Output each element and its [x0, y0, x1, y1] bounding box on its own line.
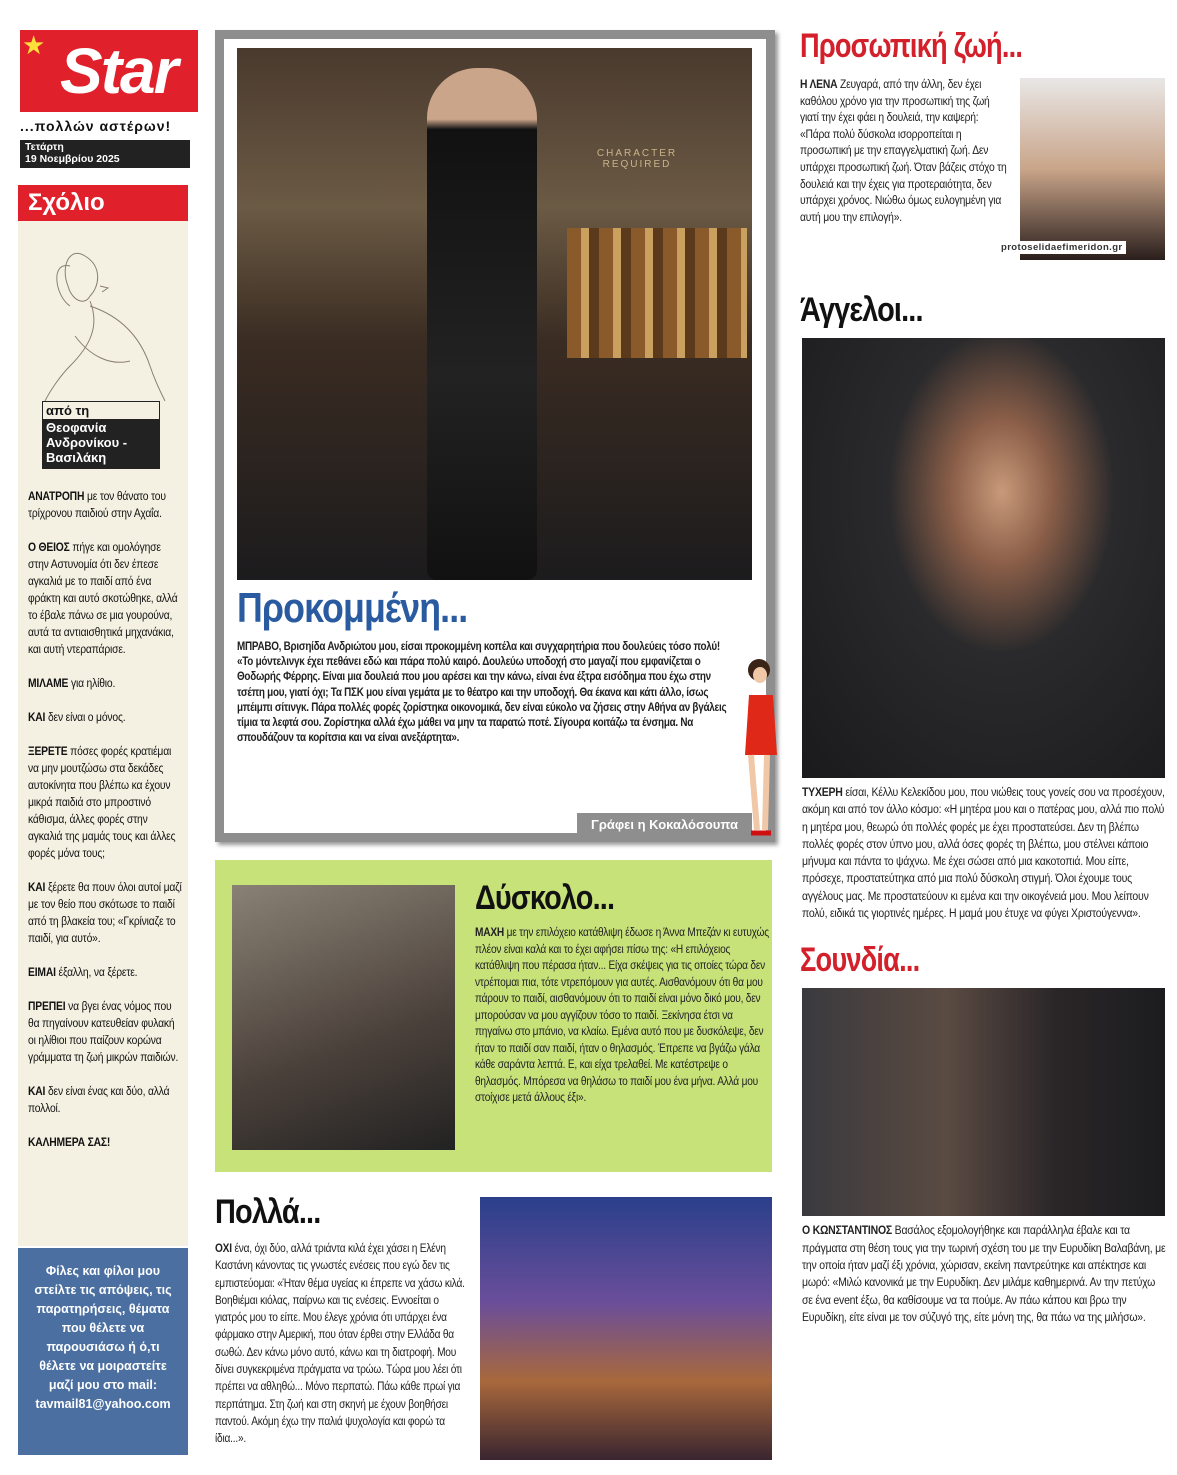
column-paragraph	[28, 998, 184, 1066]
lead: ΚΑΛΗΜΕΡΑ ΣΑΣ!	[28, 1135, 111, 1149]
aggeloi-section	[800, 290, 1167, 922]
text: να βγει ένας νόμος που θα πηγαίνουν κατευθείαν φυλακή οι ηλίθιοι που παίζουν κορώνα γράμματα τη ζωή μικρών παιδιών.	[28, 999, 179, 1064]
tagline: ...πολλών αστέρων!	[20, 118, 172, 134]
date: 19 Νοεμβρίου 2025	[25, 153, 120, 165]
lead: ΕΙΜΑΙ	[28, 965, 56, 979]
date-bar	[20, 140, 190, 168]
polla-title: Πολλά...	[215, 1193, 321, 1231]
lead: Ο ΚΩΝΣΤΑΝΤΙΝΟΣ	[802, 1223, 892, 1238]
lead: ΞΕΡΕΤΕ	[28, 744, 68, 758]
lead: ΤΥΧΕΡΗ	[802, 785, 843, 799]
lead: Ο ΘΕΙΟΣ	[28, 540, 70, 554]
right-column	[800, 26, 1167, 1326]
columnist-credit: Γράφει η Κοκαλόσουπα	[577, 813, 752, 836]
column-paragraph	[28, 709, 184, 726]
contact-box	[18, 1248, 188, 1455]
text: πήγε και ομολόγησε στην Αστυνομία ότι δεν έπεσε αγκαλιά με το παιδί από ένα φράκτη και αυτό σκοτώθηκε, αλλά το έβαλε πάνω σε μια γουρούνα, αυτά τα αντιαισθητικά μηχανάκια, και αυτή ντεραπάρισε.	[28, 540, 178, 656]
lead: ΚΑΙ	[28, 880, 46, 894]
day: Τετάρτη	[25, 141, 64, 153]
text: με την επιλόχειο κατάθλιψη έδωσε η Άννα Μπεζάν κι ευτυχώς πλέον είναι καλά και το έχει αφήσει πίσω της: «Η επιλόχειος κατάθλιψη που πέρασα ήταν... Είχα σκέψεις για τις οποίες τώρα δεν ντρέπομαι πια, τότε ντρεπόμουν για αυτές. Αισθανόμουν ότι θα μου πάρουν το παιδί, αισθανόμουν ότι το παιδί είναι μόνο δικό μου, δεν μπορούσαν να μου αγγίζουν τόσο το παιδί. Ξεκίνησα έτσι να πηγαίνω στο μπάνιο, να κλαίω. Εμένα αυτό που με δυσκόλεψε, δεν ήταν το παιδί σαν παιδί, ήταν ο θηλασμός. Έπρεπε να βγάζω γάλα κάθε σαράντα λεπτά. Ε, και είχα τρελαθεί. Με κατέστρεψε ο θηλασμός. Μπόρεσα να θηλάσω το παιδί μου ένα μήνα. Αλλά μου στοίχισε μετά άλλους έξι».	[475, 925, 769, 1104]
column-paragraph	[28, 1083, 184, 1117]
dyskolo-body	[475, 924, 770, 1106]
column-text	[28, 488, 184, 1168]
lead: ΜΙΛΑΜΕ	[28, 676, 69, 690]
column-paragraph	[28, 743, 184, 862]
text: Ζευγαρά, από την άλλη, δεν έχει καθόλου χρόνο για την προσωπική της ζωή γιατί την έχει φάει η δουλειά, την καψερή: «Πάρα πολύ δύσκολα ισορροπείται η προσωπική με την επαγγελματική ζωή. Δεν υπάρχει προσωπική ζωή. Όταν βάζεις στόχο τη δουλειά και την έχεις για προτεραιότητα, δεν υπάρχει χρόνος. Νιώθω όμως ευλογημένη για αυτή μου την επιλογή».	[800, 77, 1007, 224]
column-paragraph	[28, 539, 184, 658]
polla-photo	[480, 1197, 772, 1460]
star-logo: Star	[20, 30, 198, 112]
column-paragraph	[28, 1134, 184, 1151]
text: για ηλίθιο.	[68, 676, 116, 690]
photo-sign: CHARACTER REQUIRED	[596, 148, 678, 170]
lead: ΜΑΧΗ	[475, 925, 505, 939]
aggeloi-photo	[802, 338, 1165, 778]
lead: ΚΑΙ	[28, 1084, 46, 1098]
author-box	[42, 401, 160, 469]
text: με τον θάνατο του τρίχρονου παιδιού στην Αχαΐα.	[28, 489, 166, 520]
contact-email[interactable]: tavmail81@yahoo.com	[35, 1397, 171, 1411]
prosopiki-title: Προσωπική ζωή...	[800, 27, 1023, 65]
columnist-caricature	[737, 645, 785, 840]
author-prefix: από τη	[46, 403, 90, 418]
column-paragraph	[28, 879, 184, 947]
dyskolo-title: Δύσκολο...	[475, 879, 615, 917]
feature-title: Προκομμένη...	[237, 584, 468, 631]
lead: ΟΧΙ	[215, 1241, 232, 1255]
soundia-section	[800, 940, 1167, 1326]
column-header: Σχόλιο	[18, 185, 188, 221]
text: έξαλλη, να ξέρετε.	[55, 965, 138, 979]
text: ένα, όχι δύο, αλλά τριάντα κιλά έχει χάσει η Ελένη Καστάνη κάνοντας τις γνωστές ενέσεις που εγώ δεν τις εμπιστεύομαι: «Ήταν θέμα υγείας κι έπρεπε να χάσω κιλά. Βοηθιέμαι κιόλας, παίρνω και τις ενέσεις. Εννοείται ο γιατρός μου το είπε. Μου έλεγε χρόνια ότι υπάρχει ένα φάρμακο στην Αμερική, που όταν έρθει στην Ελλάδα θα σωθώ. Δεν κάνω μόνο αυτό, κάνω και τη διατροφή. Μου δίνει συγκεκριμένα πράγματα να τρώω. Τώρα μου λέει ότι πρέπει να αθληθώ... Μόνο περπατώ. Πάω κάθε πρωί για περπάτημα. Στη ζωή και στη σκηνή με έχουν βοηθήσει παντού. Ακόμη έχω την παλιά ψυχολογία και φορώ τα ίδια...».	[215, 1241, 465, 1446]
prosopiki-photo	[1020, 78, 1165, 260]
feature-body: ΜΠΡΑΒΟ, Βρισηίδα Ανδριώτου μου, είσαι προκομμένη κοπέλα και συγχαρητήρια που δουλεύεις τόσο πολύ! «Το μόντελινγκ έχει πεθάνει εδώ και πάρα πολύ καιρό. Δουλεύω υποδοχή στο μαγαζί που εμφανίζεται ο Θοδωρής Φέρρης. Είναι μια δουλειά που μου αρέσει και την κάνω, είναι ένα έξτρα εισόδημα που έχω στην τσέπη μου, γιατί όχι; Τα ΠΣΚ μου είναι γεμάτα με το θέατρο και την υποδοχή. Θα έκανα και κάτι άλλο, ίσως μπέιμπι σίτινγκ. Πάρα πολλές φορές ζορίστηκα οικονομικά, δεν είναι εύκολο να ζήσεις στην Αθήνα αν βγάλεις τίμια τα λεφτά σου. Ζορίστηκα αλλά έχω μάθει να μην τα παρατώ ποτέ. Σίγουρα κοιτάζω τα ένσημα. Να σπουδάζουν τα κορίτσια και να είναι ανεξάρτητα».	[237, 641, 727, 745]
dyskolo-photo	[232, 885, 455, 1150]
text: Βασάλος εξομολογήθηκε και παράλληλα έβαλε και τα πράγματα στη θέση τους για την τωρινή σχέση του με την Ευρυδίκη Βαλαβάνη, με την οποία ήταν μαζί έξι χρόνια, χώρισαν, εκείνη παντρεύτηκε και απέκτησε και μωρό: «Μιλώ κανονικά με την Ευρυδίκη. Δεν μιλάμε καθημερινά. Αν την πετύχω σε ένα event έξω, θα καθίσουμε να τα πούμε. Αν πάω κάπου και βρω την Ευρυδίκη, είτε είναι με τον σύζυγό της, είτε μόνη της, θα πάω να της μιλήσω».	[802, 1223, 1166, 1324]
lead: Η ΛΕΝΑ	[800, 77, 838, 91]
lead: ΚΑΙ	[28, 710, 46, 724]
prosopiki-section	[800, 26, 1167, 276]
lead: ΠΡΕΠΕΙ	[28, 999, 66, 1013]
soundia-title: Σουνδία...	[800, 941, 920, 980]
column-paragraph	[28, 675, 184, 692]
bottles	[567, 228, 747, 358]
lead: ΑΝΑΤΡΟΠΗ	[28, 489, 85, 503]
soundia-photo	[802, 988, 1165, 1216]
text: δεν είναι ο μόνος.	[45, 710, 126, 724]
polla-body	[215, 1240, 473, 1448]
text: ξέρετε θα πουν όλοι αυτοί μαζί με τον θείο που σκότωσε το παιδί από τη βλακεία του; «Γκρίνιαζε το παιδί, για αυτό».	[28, 880, 182, 945]
text: δεν είναι ένας και δύο, αλλά πολλοί.	[28, 1084, 170, 1115]
column-paragraph	[28, 964, 184, 981]
watermark: protoselidaefimeridon.gr	[998, 241, 1126, 254]
aggeloi-title: Άγγελοι...	[800, 291, 923, 329]
star-icon: ★	[22, 30, 46, 60]
prosopiki-body	[800, 76, 1011, 225]
model-silhouette	[427, 68, 537, 580]
text: είσαι, Κέλλυ Κελεκίδου μου, που νιώθεις τους γονείς σου να προσέχουν, ακόμη και από τον άλλο κόσμο: «Η μητέρα μου και ο πατέρας μου, αλλά πιο πολύ η μητέρα μου, θεωρώ ότι πολλές φορές με έχει προστατεύσει. Δεν τη βλέπω πολλές φορές στον ύπνο μου, αλλά όσες φορές τη βλέπω, μου στέλνει κάποιο μήνυμα και πάντα το ψάχνω. Με έχει σώσει από μια κακοτοπιά. Μου είπε, πρόσεχε, προστατεύτηκα από μια πολύ δύσκολη στιγμή. Όλοι έχουμε τους αγγέλους μας. Με προστατεύουν κι εμένα και την οικογένειά μου. Μου λείπουν πολύ, ειδικά τις γιορτινές ημέρες. Η μαμά μου έτυχε να φύγει Χριστούγεννα».	[802, 785, 1165, 921]
feature-photo	[237, 48, 752, 580]
soundia-body	[802, 1222, 1167, 1326]
text: πόσες φορές κρατιέμαι να μην μουτζώσω στα δεκάδες αυτοκίνητα που βλέπω κα έχουν μικρά παιδιά στο μπροστινό κάθισμα, άλλες φορές στην αγκαλιά της μαμάς τους και άλλες φορές μόνα τους;	[28, 744, 176, 860]
author-name: Θεοφανία Ανδρονίκου - Βασιλάκη	[43, 419, 159, 468]
contact-text: Φίλες και φίλοι μου στείλτε τις απόψεις, τις παρατηρήσεις, θέματα που θέλετε να παρουσιάσω ή ό,τι θέλετε να μοιραστείτε μαζί μου στο mail:	[34, 1264, 172, 1392]
aggeloi-body	[802, 784, 1167, 922]
column-paragraph	[28, 488, 184, 522]
author-sketch-illustration	[30, 226, 180, 401]
